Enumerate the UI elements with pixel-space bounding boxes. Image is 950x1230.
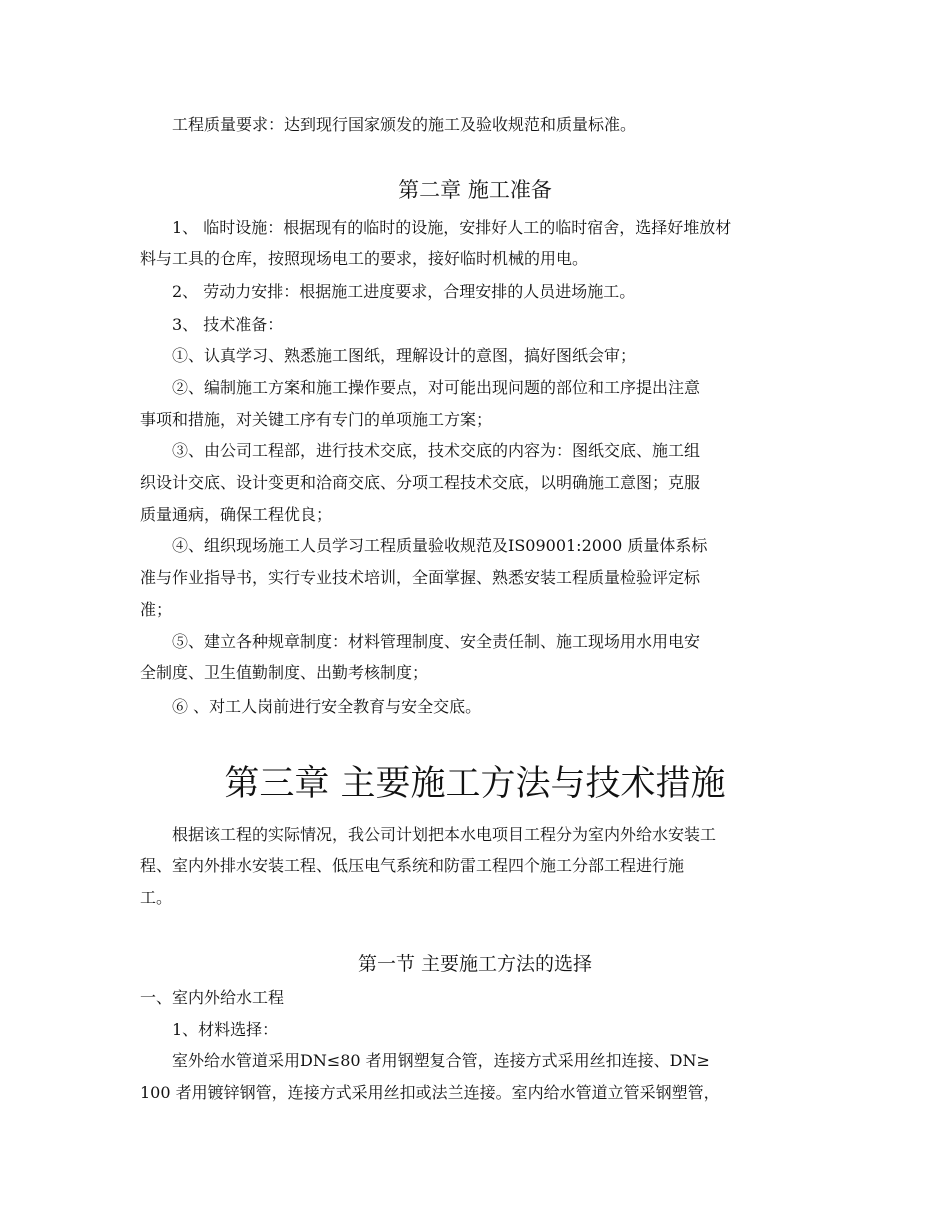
paragraph-line: 质量通病，确保工程优良； — [140, 505, 333, 524]
paragraph-line: ②、编制施工方案和施工操作要点，对可能出现问题的部位和工序提出注意 — [172, 378, 701, 397]
quality-requirement: 工程质量要求：达到现行国家颁发的施工及验收规范和质量标准。 — [172, 115, 637, 134]
paragraph-line: 全制度、卫生值勤制度、出勤考核制度； — [140, 663, 429, 682]
subheading: 一、室内外给水工程 — [140, 988, 285, 1007]
paragraph-line: 程、室内外排水安装工程、低压电气系统和防雷工程四个施工分部工程进行施 — [140, 856, 685, 875]
paragraph-line: 2、 劳动力安排：根据施工进度要求，合理安排的人员进场施工。 — [172, 282, 636, 301]
paragraph-line: 事项和措施，对关键工序有专门的单项施工方案； — [140, 410, 493, 429]
paragraph-line: 室外给水管道采用DN≤80 者用钢塑复合管，连接方式采用丝扣连接、DN≥ — [172, 1051, 710, 1070]
paragraph-line: 根据该工程的实际情况，我公司计划把本水电项目工程分为室内外给水安装工 — [172, 825, 717, 844]
paragraph-line: 1、 临时设施：根据现有的临时的设施，安排好人工的临时宿舍，选择好堆放材 — [172, 218, 732, 237]
paragraph-line: 3、 技术准备： — [172, 315, 284, 334]
paragraph-line: 工。 — [140, 888, 173, 907]
paragraph-line: 准； — [140, 600, 173, 619]
paragraph-line: ⑤、建立各种规章制度：材料管理制度、安全责任制、施工现场用水用电安 — [172, 632, 701, 651]
section-1-title: 第一节 主要施工方法的选择 — [357, 953, 593, 975]
paragraph-line: 准与作业指导书，实行专业技术培训，全面掌握、熟悉安装工程质量检验评定标 — [140, 568, 701, 587]
paragraph-line: ①、认真学习、熟悉施工图纸，理解设计的意图，搞好图纸会审； — [172, 346, 637, 365]
paragraph-line: 1、材料选择： — [172, 1020, 279, 1039]
chapter-3-title: 第三章 主要施工方法与技术措施 — [224, 764, 726, 804]
paragraph-line: 料与工具的仓库，按照现场电工的要求，接好临时机械的用电。 — [140, 249, 589, 268]
paragraph-line: 织设计交底、设计变更和洽商交底、分项工程技术交底，以明确施工意图；克服 — [140, 473, 701, 492]
paragraph-line: ④、组织现场施工人员学习工程质量验收规范及IS09001:2000 质量体系标 — [172, 536, 708, 555]
paragraph-line: ⑥ 、对工人岗前进行安全教育与安全交底。 — [172, 697, 482, 716]
paragraph-line: ③、由公司工程部，进行技术交底，技术交底的内容为：图纸交底、施工组 — [172, 441, 701, 460]
chapter-2-title: 第二章 施工准备 — [398, 178, 552, 202]
paragraph-line: 100 者用镀锌钢管，连接方式采用丝扣或法兰连接。室内给水管道立管采钢塑管， — [140, 1083, 720, 1102]
